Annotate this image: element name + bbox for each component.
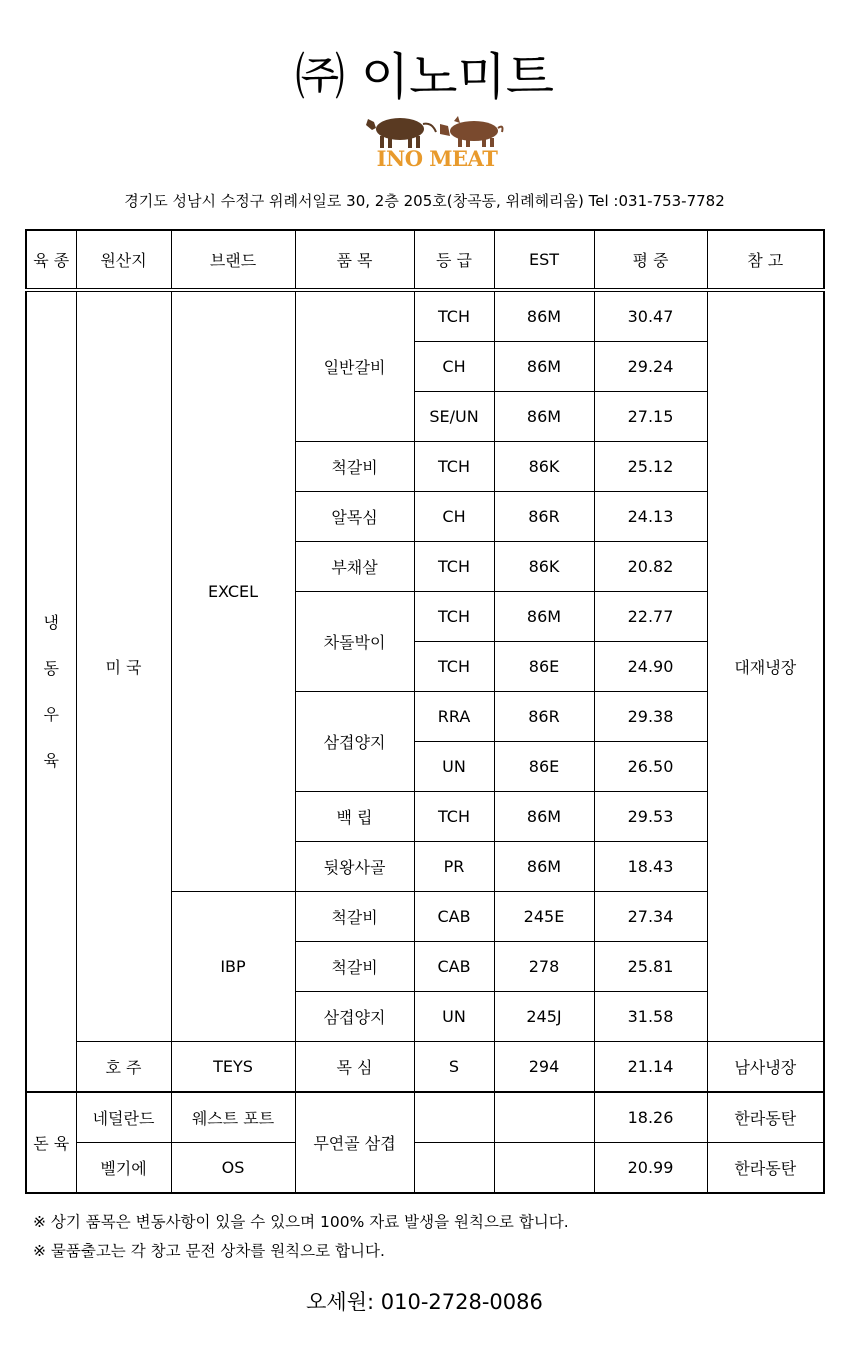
meat-type-beef: 냉 동 우 육 [26, 290, 76, 1092]
grade-cell: TCH [414, 542, 494, 592]
item-cell: 목 심 [295, 1042, 414, 1093]
est-cell: 86M [494, 392, 594, 442]
item-cell: 뒷왕사골 [295, 842, 414, 892]
grade-cell: RRA [414, 692, 494, 742]
grade-cell: SE/UN [414, 392, 494, 442]
est-cell: 86M [494, 792, 594, 842]
note-cell: 남사냉장 [707, 1042, 824, 1093]
logo-wordmark: INO MEAT [376, 146, 498, 171]
company-address: 경기도 성남시 수정구 위례서일로 30, 2층 205호(창곡동, 위례헤리움) Tel :031-753-7782 [124, 192, 725, 210]
origin-cell: 벨기에 [76, 1143, 171, 1194]
header-cell: 품 목 [295, 230, 414, 290]
header-cell: 원산지 [76, 230, 171, 290]
est-cell: 86R [494, 492, 594, 542]
item-cell: 삼겹양지 [295, 992, 414, 1042]
item-cell: 척갈비 [295, 942, 414, 992]
header-cell: 참 고 [707, 230, 824, 290]
contact-info: 오세원: 010-2728-0086 [306, 1290, 543, 1314]
header-cell: EST [494, 230, 594, 290]
est-cell: 86E [494, 642, 594, 692]
grade-cell: CH [414, 492, 494, 542]
weight-cell: 27.15 [594, 392, 707, 442]
est-cell: 86M [494, 290, 594, 342]
weight-cell: 31.58 [594, 992, 707, 1042]
grade-cell: TCH [414, 592, 494, 642]
est-cell: 86K [494, 542, 594, 592]
brand-cell: 웨스트 포트 [171, 1092, 295, 1143]
notes [33, 1208, 569, 1266]
est-cell: 86K [494, 442, 594, 492]
grade-cell: TCH [414, 792, 494, 842]
header-cell: 등 급 [414, 230, 494, 290]
est-cell: 245E [494, 892, 594, 942]
grade-cell: UN [414, 992, 494, 1042]
note-cell: 한라동탄 [707, 1092, 824, 1143]
grade-cell: CH [414, 342, 494, 392]
note-storage: 대재냉장 [707, 290, 824, 1042]
meat-type-pork: 돈 육 [26, 1092, 76, 1193]
grade-cell: TCH [414, 642, 494, 692]
weight-cell: 25.81 [594, 942, 707, 992]
grade-cell: CAB [414, 942, 494, 992]
est-cell: 86M [494, 592, 594, 642]
grade-cell [414, 1092, 494, 1143]
est-cell: 278 [494, 942, 594, 992]
table-row [26, 1143, 824, 1194]
item-cell: 무연골 삼겹 [295, 1092, 414, 1193]
est-cell [494, 1092, 594, 1143]
weight-cell: 20.99 [594, 1143, 707, 1194]
brand-cell: TEYS [171, 1042, 295, 1093]
grade-cell: TCH [414, 290, 494, 342]
item-cell: 척갈비 [295, 442, 414, 492]
origin-usa: 미 국 [76, 290, 171, 1042]
weight-cell: 26.50 [594, 742, 707, 792]
header-cell: 평 중 [594, 230, 707, 290]
ino-meat-logo [366, 112, 508, 170]
weight-cell: 20.82 [594, 542, 707, 592]
weight-cell: 29.53 [594, 792, 707, 842]
grade-cell: S [414, 1042, 494, 1093]
item-cell: 알목심 [295, 492, 414, 542]
est-cell: 86M [494, 842, 594, 892]
grade-cell: UN [414, 742, 494, 792]
note-line: ※ 물품출고는 각 창고 문전 상차를 원칙으로 합니다. [33, 1242, 385, 1260]
price-table [25, 229, 825, 1194]
table-header-row [26, 230, 824, 290]
weight-cell: 29.24 [594, 342, 707, 392]
item-cell: 척갈비 [295, 892, 414, 942]
header-cell: 육 종 [26, 230, 76, 290]
table-row [26, 1042, 824, 1093]
est-cell [494, 1143, 594, 1194]
weight-cell: 24.13 [594, 492, 707, 542]
item-cell: 삼겹양지 [295, 692, 414, 792]
note-line: ※ 상기 품목은 변동사항이 있을 수 있으며 100% 자료 발생을 원칙으로 합니다. [33, 1213, 569, 1231]
est-cell: 294 [494, 1042, 594, 1093]
grade-cell: PR [414, 842, 494, 892]
weight-cell: 30.47 [594, 290, 707, 342]
item-cell: 차돌박이 [295, 592, 414, 692]
grade-cell: TCH [414, 442, 494, 492]
table-row [26, 290, 824, 342]
item-cell: 백 립 [295, 792, 414, 842]
weight-cell: 25.12 [594, 442, 707, 492]
est-cell: 86E [494, 742, 594, 792]
weight-cell: 18.26 [594, 1092, 707, 1143]
grade-cell: CAB [414, 892, 494, 942]
weight-cell: 21.14 [594, 1042, 707, 1093]
table-row [26, 1092, 824, 1143]
grade-cell [414, 1143, 494, 1194]
est-cell: 86M [494, 342, 594, 392]
weight-cell: 18.43 [594, 842, 707, 892]
origin-cell: 호 주 [76, 1042, 171, 1093]
weight-cell: 22.77 [594, 592, 707, 642]
weight-cell: 29.38 [594, 692, 707, 742]
header-cell: 브랜드 [171, 230, 295, 290]
note-cell: 한라동탄 [707, 1143, 824, 1194]
item-cell: 일반갈비 [295, 290, 414, 442]
brand-excel: EXCEL [171, 290, 295, 892]
brand-cell: OS [171, 1143, 295, 1194]
est-cell: 86R [494, 692, 594, 742]
company-name: ㈜ 이노미트 [294, 48, 555, 106]
origin-cell: 네덜란드 [76, 1092, 171, 1143]
brand-ibp: IBP [171, 892, 295, 1042]
item-cell: 부채살 [295, 542, 414, 592]
est-cell: 245J [494, 992, 594, 1042]
weight-cell: 27.34 [594, 892, 707, 942]
weight-cell: 24.90 [594, 642, 707, 692]
